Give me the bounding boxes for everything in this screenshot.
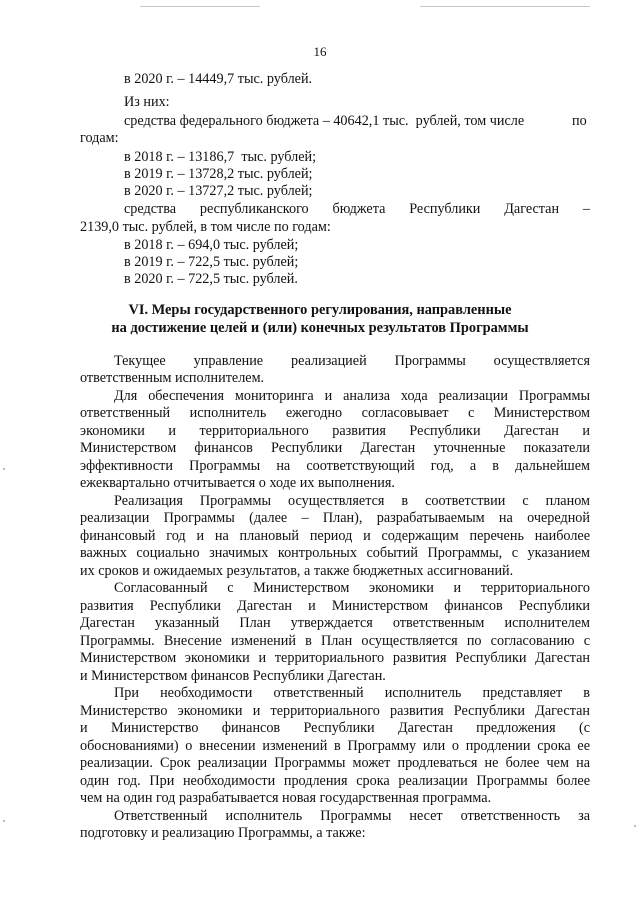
- paragraph-line: ответственным исполнителем.: [80, 370, 265, 386]
- paragraph-line: Согласованный с Министерством экономики и территориального: [114, 580, 590, 596]
- federal-funds-line: средства федерального бюджета – 40642,1 тыс. рублей, том числе: [124, 113, 525, 129]
- paragraph-line: развития Республики Дагестан и Министерством финансов Республики: [80, 598, 590, 614]
- list-line: Из них:: [124, 94, 170, 110]
- federal-funds-line-tail: по: [572, 113, 587, 129]
- federal-funds-line-cont: годам:: [80, 130, 119, 146]
- scan-artifact: [3, 820, 5, 822]
- scan-artifact: [3, 468, 5, 470]
- paragraph-line: и Министерством финансов Республики Дагестан.: [80, 668, 386, 684]
- paragraph-line: их сроков и ожидаемых результатов, а также бюджетных ассигнований.: [80, 563, 514, 579]
- paragraph-line: Для обеспечения мониторинга и анализа хода реализации Программы: [114, 388, 590, 404]
- paragraph-line: важных социально значимых контрольных событий Программы, с указанием: [80, 545, 590, 561]
- paragraph-line: ежеквартально отчитывается о ходе их выполнения.: [80, 475, 395, 491]
- paragraph-line: и Министерство финансов Республики Дагестан предложения (с: [80, 720, 590, 736]
- paragraph-line: финансовый год и на плановый период и содержащим перечень наиболее: [80, 528, 590, 544]
- paragraph-line: эффективности Программы на соответствующий год, а в дальнейшем: [80, 458, 590, 474]
- paragraph-line: чем на один год разрабатывается новая государственная программа.: [80, 790, 492, 806]
- list-line: в 2020 г. – 722,5 тыс. рублей.: [124, 271, 298, 287]
- paragraph-line: Ответственный исполнитель Программы несет ответственность за: [114, 808, 590, 824]
- paragraph-line: Программы. Внесение изменений в План осуществляется по согласованию с: [80, 633, 590, 649]
- paragraph-line: При необходимости ответственный исполнитель представляет в: [114, 685, 590, 701]
- section-heading-line-2: на достижение целей и (или) конечных результатов Программы: [111, 320, 529, 336]
- page-number: 16: [313, 44, 327, 59]
- paragraph-line: Министерством финансов Республики Дагестан уточненные показатели: [80, 440, 590, 456]
- list-line: в 2018 г. – 694,0 тыс. рублей;: [124, 237, 299, 253]
- paragraph-line: Текущее управление реализацией Программы осуществляется: [114, 353, 590, 369]
- list-line: в 2020 г. – 13727,2 тыс. рублей;: [124, 183, 313, 199]
- paragraph-line: экономики и территориального развития Республики Дагестан и: [80, 423, 590, 439]
- scan-artifact: [140, 6, 260, 7]
- list-line: в 2018 г. – 13186,7 тыс. рублей;: [124, 149, 317, 165]
- paragraph-line: Министерством экономики и территориального развития Республики Дагестан: [80, 650, 590, 666]
- paragraph-line: реализации. Срок реализации Программы может продлеваться не более чем на: [80, 755, 590, 771]
- paragraph-line: подготовку и реализацию Программы, а также:: [80, 825, 366, 841]
- list-line: в 2019 г. – 722,5 тыс. рублей;: [124, 254, 299, 270]
- paragraph-line: ответственный исполнитель ежегодно согласовывает с Министерством: [80, 405, 590, 421]
- paragraph-line: Реализация Программы осуществляется в соответствии с планом: [114, 493, 590, 509]
- section-heading-line-1: VI. Меры государственного регулирования, направленные: [128, 302, 512, 318]
- list-line: в 2020 г. – 14449,7 тыс. рублей.: [124, 71, 313, 87]
- republic-funds-line: средства республиканского бюджета Республики Дагестан –: [124, 201, 590, 217]
- paragraph-line: один год. При необходимости продления срока реализации Программы более: [80, 773, 590, 789]
- paragraph-line: обоснованиями) о внесении изменений в Программу или о продлении срока ее: [80, 738, 590, 754]
- scan-artifact: [420, 6, 590, 7]
- paragraph-line: Дагестан указанный План утверждается ответственным исполнителем: [80, 615, 590, 631]
- paragraph-line: Министерство экономики и территориального развития Республики Дагестан: [80, 703, 590, 719]
- paragraph-line: реализации Программы (далее – План), разрабатываемым на очередной: [80, 510, 590, 526]
- list-line: в 2019 г. – 13728,2 тыс. рублей;: [124, 166, 313, 182]
- republic-funds-line-cont: 2139,0 тыс. рублей, в том числе по годам:: [80, 219, 331, 235]
